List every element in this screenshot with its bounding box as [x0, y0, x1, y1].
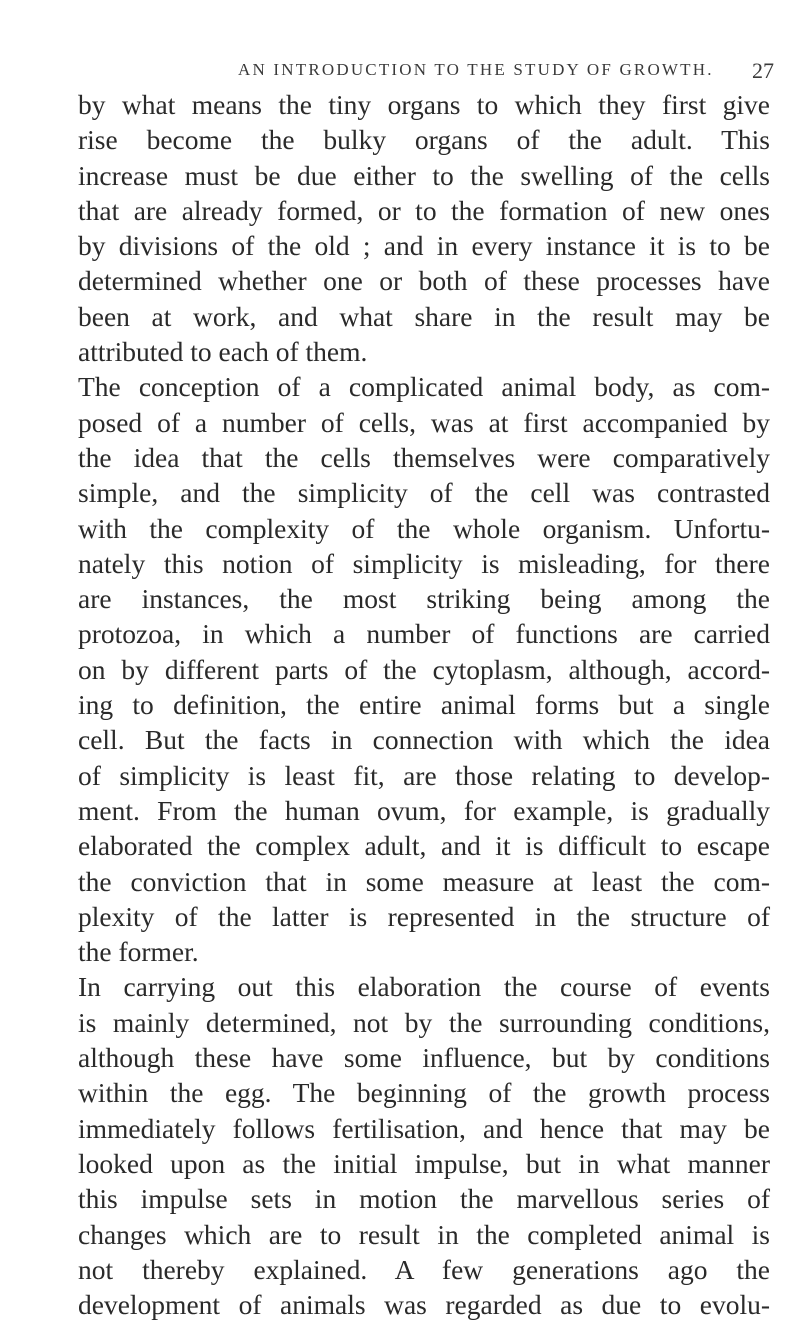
text-line: plexity of the latter is represented in the structure of	[78, 900, 770, 932]
text-line: been at work, and what share in the result may be	[78, 300, 770, 332]
text-line: not thereby explained. A few generations ago the	[78, 1253, 770, 1285]
text-line: although these have some influence, but by conditions	[78, 1042, 770, 1074]
text-line: are instances, the most striking being among the	[78, 583, 770, 615]
text-line: on by different parts of the cytoplasm, although, accord-	[78, 653, 770, 685]
text-line: rise become the bulky organs of the adult. This	[78, 124, 770, 156]
text-line: this impulse sets in motion the marvellous series of	[78, 1183, 770, 1215]
text-line: In carrying out this elaboration the course of events	[78, 971, 770, 1003]
text-line: posed of a number of cells, was at first accompanied by	[78, 406, 770, 438]
page-number: 27	[752, 58, 774, 83]
text-line: within the egg. The beginning of the growth process	[78, 1077, 770, 1109]
text-line: protozoa, in which a number of functions are carried	[78, 618, 770, 650]
text-line: by divisions of the old ; and in every instance it is to be	[78, 230, 770, 262]
text-line: simple, and the simplicity of the cell was contrasted	[78, 477, 770, 509]
text-line: looked upon as the initial impulse, but in what manner	[78, 1147, 770, 1179]
text-line: increase must be due either to the swelling of the cells	[78, 159, 770, 191]
body-text	[78, 87, 770, 1322]
text-line: elaborated the complex adult, and it is difficult to escape	[78, 830, 770, 862]
text-line: is mainly determined, not by the surrounding conditions,	[78, 1006, 770, 1038]
text-line: The conception of a complicated animal body, as com-	[78, 371, 770, 403]
running-head: AN INTRODUCTION TO THE STUDY OF GROWTH.	[238, 60, 714, 79]
text-line: of simplicity is least fit, are those relating to develop-	[78, 759, 770, 791]
text-line: that are already formed, or to the formation of new ones	[78, 194, 770, 226]
text-line: ment. From the human ovum, for example, is gradually	[78, 794, 770, 826]
text-line: development of animals was regarded as due to evolu-	[78, 1289, 770, 1321]
text-line: nately this notion of simplicity is misleading, for there	[78, 547, 770, 579]
text-line: ing to definition, the entire animal forms but a single	[78, 689, 770, 721]
text-line: the conviction that in some measure at least the com-	[78, 865, 770, 897]
text-line: the idea that the cells themselves were comparatively	[78, 441, 770, 473]
text-line: changes which are to result in the completed animal is	[78, 1218, 770, 1250]
text-line: cell. But the facts in connection with which the idea	[78, 724, 770, 756]
text-line: attributed to each of them.	[78, 336, 368, 368]
text-line: the former.	[78, 936, 199, 968]
text-line: determined whether one or both of these processes have	[78, 265, 770, 297]
text-line: by what means the tiny organs to which they first give	[78, 89, 770, 120]
text-line: immediately follows fertilisation, and hence that may be	[78, 1112, 770, 1144]
text-line: with the complexity of the whole organism. Unfortu-	[78, 512, 770, 544]
